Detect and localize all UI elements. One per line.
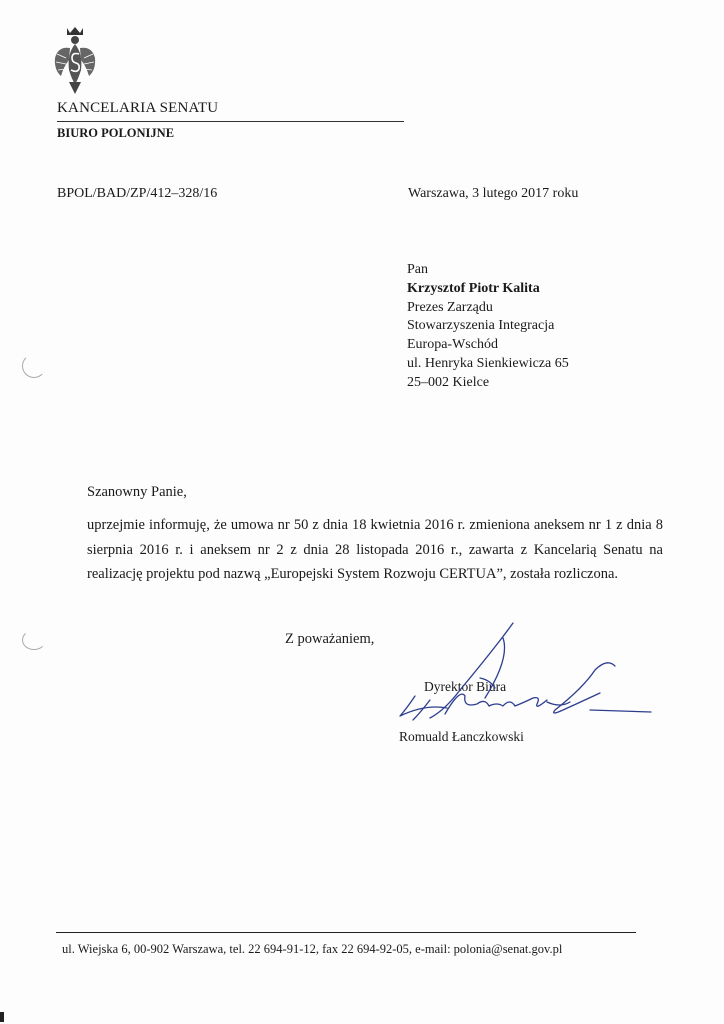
letter-body: uprzejmie informuję, że umowa nr 50 z dnia 18 kwietnia 2016 r. zmieniona aneksem nr 1 z dnia 8 sierpnia 2016 r. i aneksem nr 2 z dnia 28 listopada 2016 r., zawarta z Kancelarią Senatu na realizację projektu pod nazwą „Europejski System Rozwoju CERTUA”, została rozliczona. (87, 517, 663, 582)
recipient-address (407, 261, 569, 393)
recipient-city: 25–002 Kielce (407, 374, 490, 390)
closing: Z poważaniem, (285, 631, 375, 647)
date-line: Warszawa, 3 lutego 2017 roku (408, 186, 579, 201)
signatory-name: Romuald Łanczkowski (399, 729, 524, 744)
salutation: Szanowny Panie, (87, 484, 187, 500)
institution-name: KANCELARIA SENATU (57, 100, 219, 116)
footer-contact: ul. Wiejska 6, 00-902 Warszawa, tel. 22 694-91-12, fax 22 694-92-05, e-mail: polonia@senat.gov.pl (62, 942, 563, 956)
recipient-title: Pan (407, 262, 428, 277)
footer-divider (56, 932, 636, 933)
header-divider (57, 121, 404, 122)
scan-edge-mark (0, 1012, 4, 1022)
eagle-emblem-icon (52, 24, 98, 96)
recipient-name: Krzysztof Piotr Kalita (407, 280, 540, 296)
punch-hole-mark (22, 630, 46, 650)
department-name: BIURO POLONIJNE (57, 126, 175, 140)
reference-number: BPOL/BAD/ZP/412–328/16 (57, 186, 218, 201)
recipient-position: Prezes Zarządu (407, 299, 493, 315)
recipient-organization-line1: Stowarzyszenia Integracja (407, 318, 555, 334)
punch-hole-mark (22, 354, 46, 378)
signatory-title: Dyrektor Biura (424, 679, 507, 694)
handwritten-signature (385, 618, 660, 733)
recipient-organization-line2: Europa-Wschód (407, 337, 498, 353)
recipient-street: ul. Henryka Sienkiewicza 65 (407, 355, 569, 371)
